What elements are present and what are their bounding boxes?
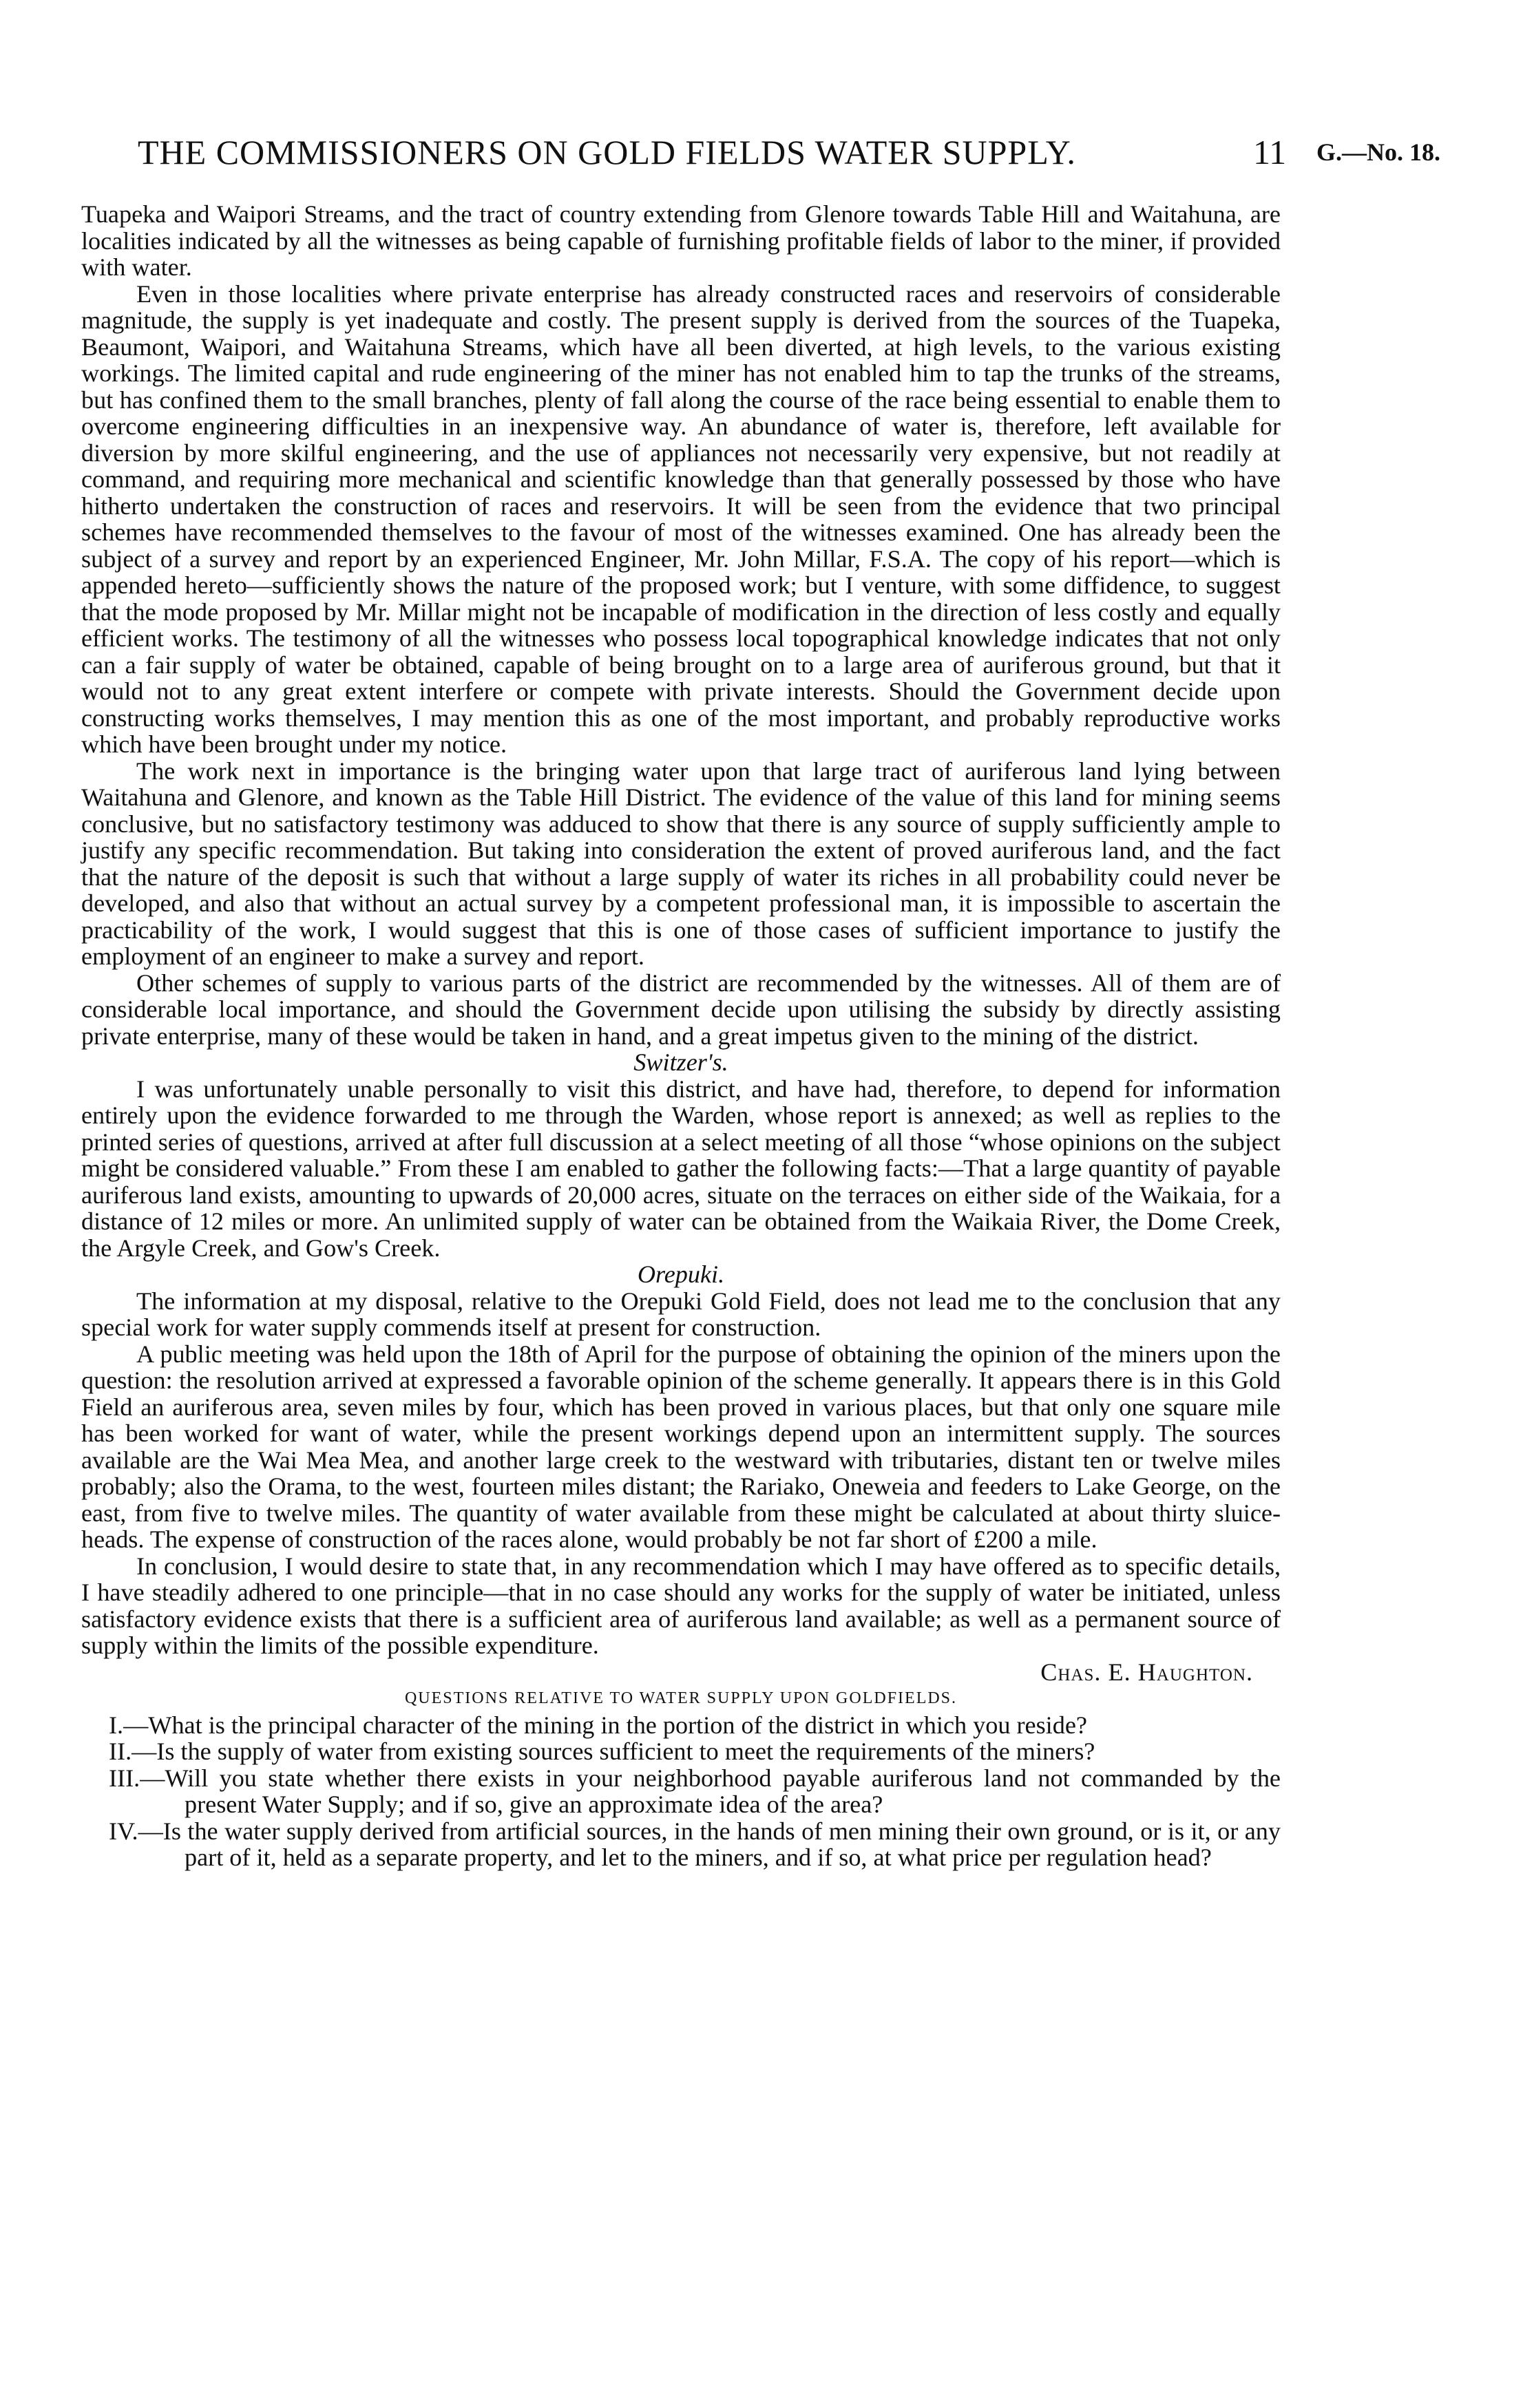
question-text: —Is the water supply derived from artificial sources, in the hands of men mining their own ground, or is it, or any part of it, held as a separate property, and let to the miners, and if so, at what price per regulation head? [138,1817,1281,1871]
question-item [81,1712,1281,1739]
paragraph: A public meeting was held upon the 18th of April for the purpose of obtaining the opinion of the miners upon the question: the resolution arrived at expressed a favorable opinion of the scheme generally. It appears there is in this Gold Field an auriferous area, seven miles by four, which has been proved in various places, but that only one square mile has been worked for want of water, while the present workings depend upon an intermittent supply. The sources available are the Wai Mea Mea, and another large creek to the westward with tributaries, distant ten or twelve miles probably; also the Orama, to the west, fourteen miles distant; the Rariako, Oneweia and feeders to Lake George, on the east, from five to twelve miles. The quantity of water available from these might be calculated at about thirty sluice-heads. The expense of construction of the races alone, would probably be not far short of £200 a mile. [81,1340,1281,1553]
question-number: II. [109,1738,132,1765]
body-text [81,201,1281,1871]
question-item [81,1765,1281,1818]
questions-heading: QUESTIONS RELATIVE TO WATER SUPPLY UPON GOLDFIELDS. [404,1689,958,1707]
page-header [0,132,1523,180]
question-text: —Is the supply of water from existing sources sufficient to meet the requirements of the miners? [132,1738,1095,1765]
question-number: III. [109,1764,140,1792]
document-reference [1316,138,1440,167]
running-title: THE COMMISSIONERS ON GOLD FIELDS WATER SUPPLY. [138,133,1076,171]
paragraph: In conclusion, I would desire to state that, in any recommendation which I may have offered as to specific details, I have steadily adhered to one principle—that in no case should any works for the supply of water be initiated, unless satisfactory evidence exists that there is a sufficient area of auriferous land available; as well as a permanent source of supply within the limits of the possible expenditure. [81,1552,1281,1659]
paragraph: I was unfortunately unable personally to visit this district, and have had, therefore, to depend for information entirely upon the evidence forwarded to me through the Warden, whose report is annexed; as well as replies to the printed series of questions, arrived at after full discussion at a select meeting of all those “whose opinions on the subject might be considered valuable.” From these I am enabled to gather the following facts:—That a large quantity of payable auriferous land exists, amounting to upwards of 20,000 acres, situate on the terraces on either side of the Waikaia, for a distance of 12 miles or more. An unlimited supply of water can be obtained from the Waikaia River, the Dome Creek, the Argyle Creek, and Gow's Creek. [81,1075,1281,1262]
question-number: I. [109,1711,124,1739]
paragraph: The information at my disposal, relative to the Orepuki Gold Field, does not lead me to the conclusion that any special work for water supply commends itself at present for construction. [81,1287,1281,1341]
question-text: —What is the principal character of the mining in the portion of the district in which you reside? [123,1711,1087,1739]
page-number: 11 [1253,133,1287,171]
question-item [81,1818,1281,1871]
section-heading-switzers: Switzer's. [633,1048,728,1076]
section-heading-orepuki: Orepuki. [637,1260,725,1288]
document-reference-text: G.—No. 18. [1316,138,1440,166]
paragraph: The work next in importance is the bringing water upon that large tract of auriferous land lying between Waitahuna and Glenore, and known as the Table Hill District. The evidence of the value of this land for mining seems conclusive, but no satisfactory testimony was adduced to show that there is any source of supply sufficiently ample to justify any specific recommendation. But taking into consideration the extent of proved auriferous land, and the fact that the nature of the deposit is such that without a large supply of water its riches in all probability could never be developed, and also that without an actual survey by a competent professional man, it is impossible to ascertain the practicability of the work, I would suggest that this is one of those cases of sufficient importance to justify the employment of an engineer to make a survey and report. [81,757,1281,970]
question-number: IV. [109,1817,138,1845]
paragraph: Even in those localities where private enterprise has already constructed races and reservoirs of considerable magnitude, the supply is yet inadequate and costly. The present supply is derived from the sources of the Tuapeka, Beaumont, Waipori, and Waitahuna Streams, which have all been diverted, at high levels, to the various existing workings. The limited capital and rude engineering of the miner has not enabled him to tap the trunks of the streams, but has confined them to the small branches, plenty of fall along the course of the race being essential to enable them to overcome engineering difficulties in an inexpensive way. An abundance of water is, therefore, left available for diversion by more skilful engineering, and the use of appliances not necessarily very expensive, but not readily at command, and requiring more mechanical and scientific knowledge than that generally possessed by those who have hitherto undertaken the construction of races and reservoirs. It will be seen from the evidence that two principal schemes have recommended themselves to the favour of most of the witnesses examined. One has already been the subject of a survey and report by an experienced Engineer, Mr. John Millar, F.S.A. The copy of his report—which is appended hereto—sufficiently shows the nature of the proposed work; but I venture, with some diffidence, to suggest that the mode proposed by Mr. Millar might not be incapable of modification in the direction of less costly and equally efficient works. The testimony of all the witnesses who possess local topographical knowledge indicates that not only can a fair supply of water be obtained, capable of being brought on to a large area of auriferous ground, but that it would not to any great extent interfere or compete with private interests. Should the Government decide upon constructing works themselves, I may mention this as one of the most important, and probably reproductive works which have been brought under my notice. [81,279,1281,758]
paragraph: Other schemes of supply to various parts of the district are recommended by the witnesses. All of them are of considerable local importance, and should the Government decide upon utilising the subsidy by directly assisting private enterprise, many of these would be taken in hand, and a great impetus given to the mining of the district. [81,969,1281,1050]
paragraph: Tuapeka and Waipori Streams, and the tract of country extending from Glenore towards Table Hill and Waitahuna, are localities indicated by all the witnesses as being capable of furnishing profitable fields of labor to the miner, if provided with water. [81,200,1281,281]
signature: Chas. E. Haughton. [1040,1658,1253,1686]
question-item [81,1738,1281,1765]
question-text: —Will you state whether there exists in your neighborhood payable auriferous land not commanded by the present Water Supply; and if so, give an approximate idea of the area? [140,1764,1281,1818]
